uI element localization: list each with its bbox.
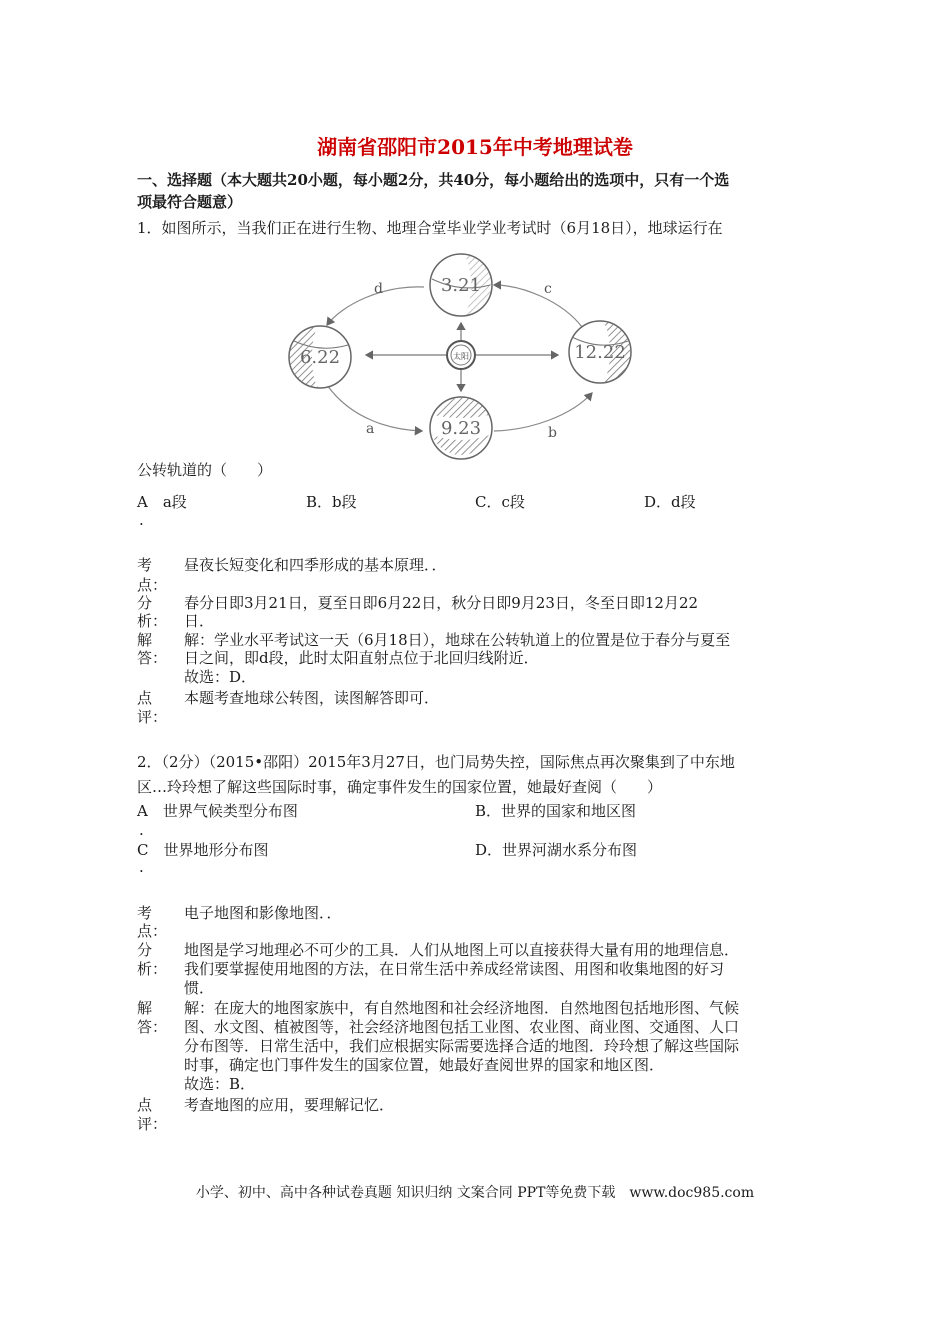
q1-fenxi-line1: 春分日即3月21日，夏至日即6月22日，秋分日即9月23日，冬至日即12月22 [184,594,699,612]
q2-kaodian-text: 电子地图和影像地图．． [184,904,342,922]
q1-stem-end: 公转轨道的（ ） [137,461,273,479]
svg-text:6.22: 6.22 [299,347,341,368]
q2-fenxi-label-2: 析： [137,960,168,978]
q1-dianping-label-2: 评： [137,708,168,726]
segment-label-b: b [548,425,557,441]
q2-fenxi-line1: 地图是学习地理必不可少的工具．人们从地图上可以直接获得大量有用的地理信息． [184,941,740,959]
q2-jieda-label-1: 解 [137,999,153,1017]
q2-jieda-label-2: 答： [137,1018,168,1036]
q1-jieda-line3: 故选：D． [184,668,257,686]
q2-option-c[interactable]: C 世界地形分布图 [137,841,269,859]
earth-3-21 [430,254,492,316]
earth-12-22 [569,321,631,383]
q2-dianping-label-2: 评： [137,1115,168,1133]
section-heading-line1: 一、选择题（本大题共20小题，每小题2分，共40分，每小题给出的选项中，只有一个选 [137,171,730,189]
sun-icon [447,341,475,369]
q2-fenxi-line2: 我们要掌握使用地图的方法，在日常生活中养成经常读图、用图和收集地图的好习 [184,960,725,978]
q2-fenxi-label-1: 分 [137,941,153,959]
q2-option-a[interactable]: A 世界气候类型分布图 [137,802,298,820]
q2-jieda-line2: 图、水文图、植被图等，社会经济地图包括工业图、农业图、商业图、交通图、人口 [184,1018,740,1036]
q2-dianping-text: 考查地图的应用，要理解记忆． [184,1096,395,1114]
q1-jieda-label-2: 答： [137,649,168,667]
segment-label-a: a [366,421,375,437]
q1-jieda-line2: 日之间，即d段，此时太阳直射点位于北回归线附近． [184,649,539,667]
orbit-arc-a [327,385,422,431]
earth-orbit-diagram [282,245,642,467]
page-footer: 小学、初中、高中各种试卷真题 知识归纳 文案合同 PPT等免费下载 www.doc985.com [195,1185,755,1201]
q2-stem-line2: 区…玲玲想了解这些国际时事，确定事件发生的国家位置，她最好查阅（ ） [137,778,663,796]
q1-fenxi-label-1: 分 [137,594,153,612]
q1-jieda-label-1: 解 [137,631,153,649]
orbit-arc-c [494,285,582,327]
q1-option-b[interactable]: B．b段 [306,493,357,511]
q2-dianping-label-1: 点 [137,1096,153,1114]
q1-option-c[interactable]: C．c段 [475,493,525,511]
document-page: 湖南省邵阳市2015年中考地理试卷 一、选择题（本大题共20小题，每小题2分，共40分，每小题给出的选项中，只有一个选 项最符合题意） 1．如图所示，当我们正在进行生物、地理合堂毕业学业考试时（6月18日），地球运行在 太阳 3.21 6.22 12.22 9.23 d c a b 公转轨道的（ ） A a段 . B．b段 C．c段 D．d段 考 点： 昼夜长短变化和四季形成的基本原理．． 分 析： 春分日即3月21日，夏至日即6月22日，秋分日即9月23日，冬至日即12月22 日． 解 答： 解：学业水平考试这一天（6月18日），地球在公转轨道上的位置是位于春分与夏至 日之间，即d段，此时太阳直射点位于北回归线附近． 故选：D． 点 评： 本题考查地球公转图，读图解答即可． 2．（2分）（2015•邵阳）2015年3月27日，也门局势失控，国际焦点再次聚集到了中东地 区…玲玲想了解这些国际时事，确定事件发生的国家位置，她最好查阅（ ） A 世界气候类型分布图 B．世界的国家和地区图 . C 世界地形分布图 D．世界河湖水系分布图 . 考 点： 电子地图和影像地图．． 分 析： 地图是学习地理必不可少的工具．人们从地图上可以直接获得大量有用的地理信息． 我们要掌握使用地图的方法，在日常生活中养成经常读图、用图和收集地图的好习 惯． 解 答： 解：在庞大的地图家族中，有自然地图和社会经济地图．自然地图包括地形图、气候 图、水文图、植被图等，社会经济地图包括工业图、农业图、商业图、交通图、人口 分布图等．日常生活中，我们应根据实际需要选择合适的地图．玲玲想了解这些国际 时事，确定也门事件发生的国家位置，她最好查阅世界的国家和地区图． 故选：B． 点 评： 考查地图的应用，要理解记忆． 小学、初中、高中各种试卷真题 知识归纳 文案合同 PPT等免费下载 www.doc985.com [0,0,950,1344]
q2-option-d[interactable]: D．世界河湖水系分布图 [475,841,638,859]
segment-label-c: c [544,281,552,297]
q2-jieda-line3: 分布图等．日常生活中，我们应根据实际需要选择合适的地图．玲玲想了解这些国际 [184,1037,740,1055]
q1-stem: 1．如图所示，当我们正在进行生物、地理合堂毕业学业考试时（6月18日），地球运行在 [137,219,723,237]
sun-label: 太阳 [453,352,469,361]
svg-text:9.23: 9.23 [440,418,482,439]
q1-dianping-text: 本题考查地球公转图，读图解答即可． [184,689,440,707]
q1-option-d[interactable]: D．d段 [644,493,696,511]
segment-label-d: d [374,281,383,297]
q1-kaodian-text: 昼夜长短变化和四季形成的基本原理．． [184,556,447,574]
earth-6-22 [289,326,351,388]
q2-jieda-line5: 故选：B． [184,1075,256,1093]
q1-dianping-label-1: 点 [137,689,153,707]
q2-kaodian-label-1: 考 [137,904,153,922]
q2-jieda-line1: 解：在庞大的地图家族中，有自然地图和社会经济地图．自然地图包括地形图、气候 [184,999,740,1017]
q2-stem-line1: 2．（2分）（2015•邵阳）2015年3月27日，也门局势失控，国际焦点再次聚集到了中东地 [137,753,735,771]
q1-kaodian-label-1: 考 [137,556,153,574]
q2-kaodian-label-2: 点： [137,922,168,940]
q1-option-a[interactable]: A a段 [137,493,187,511]
q2-jieda-line4: 时事，确定也门事件发生的国家位置，她最好查阅世界的国家和地区图． [184,1056,665,1074]
q1-fenxi-line2: 日． [184,612,215,630]
q1-fenxi-label-2: 析： [137,612,168,630]
page-title: 湖南省邵阳市2015年中考地理试卷 [317,135,633,159]
earth-9-23 [430,397,492,459]
section-heading-line2: 项最符合题意） [137,193,243,211]
svg-text:12.22: 12.22 [574,342,626,363]
q1-jieda-line1: 解：学业水平考试这一天（6月18日），地球在公转轨道上的位置是位于春分与夏至 [184,631,731,649]
orbit-arc-b [494,393,592,431]
svg-text:3.21: 3.21 [440,275,482,296]
q1-kaodian-label-2: 点： [137,576,168,594]
q2-option-b[interactable]: B．世界的国家和地区图 [475,802,637,820]
q2-fenxi-line3: 惯． [184,979,215,997]
